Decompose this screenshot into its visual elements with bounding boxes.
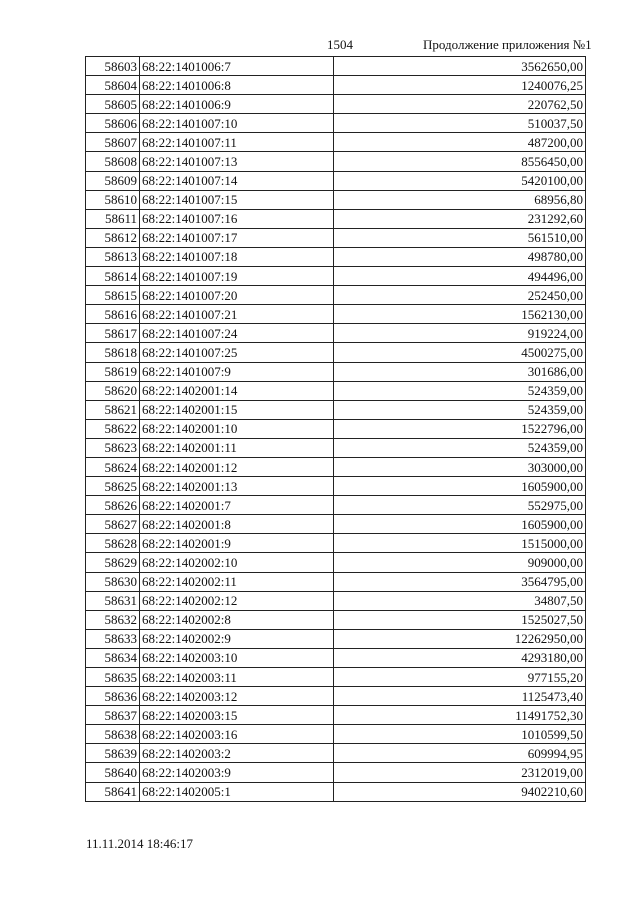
row-number: 58618 xyxy=(86,343,140,362)
cadastral-value: 510037,50 xyxy=(334,114,586,133)
table-row xyxy=(86,553,586,572)
cadastral-number: 68:22:1401007:20 xyxy=(140,286,334,305)
row-number: 58626 xyxy=(86,496,140,515)
page-number: 1504 xyxy=(327,37,353,52)
cadastral-value: 220762,50 xyxy=(334,95,586,114)
cadastral-value: 524359,00 xyxy=(334,438,586,457)
row-number: 58624 xyxy=(86,457,140,476)
cadastral-value: 1515000,00 xyxy=(334,534,586,553)
cadastral-value: 68956,80 xyxy=(334,190,586,209)
row-number: 58640 xyxy=(86,763,140,782)
cadastral-number: 68:22:1401007:17 xyxy=(140,228,334,247)
cadastral-value: 919224,00 xyxy=(334,324,586,343)
cadastral-value: 4500275,00 xyxy=(334,343,586,362)
cadastral-value: 909000,00 xyxy=(334,553,586,572)
cadastral-number: 68:22:1402001:10 xyxy=(140,419,334,438)
cadastral-value: 609994,95 xyxy=(334,744,586,763)
table-row xyxy=(86,725,586,744)
table-row xyxy=(86,305,586,324)
row-number: 58605 xyxy=(86,95,140,114)
cadastral-value: 11491752,30 xyxy=(334,706,586,725)
cadastral-number: 68:22:1402001:7 xyxy=(140,496,334,515)
cadastral-number: 68:22:1402003:15 xyxy=(140,706,334,725)
table-row xyxy=(86,381,586,400)
print-timestamp: 11.11.2014 18:46:17 xyxy=(86,836,194,851)
cadastral-value: 1125473,40 xyxy=(334,687,586,706)
table-row xyxy=(86,209,586,228)
table-row xyxy=(86,534,586,553)
cadastral-number: 68:22:1402002:10 xyxy=(140,553,334,572)
row-number: 58606 xyxy=(86,114,140,133)
row-number: 58638 xyxy=(86,725,140,744)
row-number: 58610 xyxy=(86,190,140,209)
table-row xyxy=(86,668,586,687)
row-number: 58617 xyxy=(86,324,140,343)
table-row xyxy=(86,687,586,706)
row-number: 58641 xyxy=(86,782,140,801)
table-row xyxy=(86,228,586,247)
table-row xyxy=(86,457,586,476)
table-row xyxy=(86,57,586,76)
cadastral-number: 68:22:1401007:16 xyxy=(140,209,334,228)
cadastral-value: 498780,00 xyxy=(334,247,586,266)
table-row xyxy=(86,591,586,610)
cadastral-value: 301686,00 xyxy=(334,362,586,381)
row-number: 58635 xyxy=(86,668,140,687)
table-row xyxy=(86,343,586,362)
table-row xyxy=(86,362,586,381)
table-row xyxy=(86,190,586,209)
row-number: 58637 xyxy=(86,706,140,725)
cadastral-value: 9402210,60 xyxy=(334,782,586,801)
cadastral-number: 68:22:1401007:24 xyxy=(140,324,334,343)
row-number: 58604 xyxy=(86,76,140,95)
table-row xyxy=(86,76,586,95)
row-number: 58634 xyxy=(86,648,140,667)
cadastral-value: 12262950,00 xyxy=(334,629,586,648)
table-row xyxy=(86,572,586,591)
row-number: 58629 xyxy=(86,553,140,572)
cadastral-number: 68:22:1402001:15 xyxy=(140,400,334,419)
cadastral-value: 4293180,00 xyxy=(334,648,586,667)
table-row xyxy=(86,267,586,286)
cadastral-number: 68:22:1402002:9 xyxy=(140,629,334,648)
cadastral-value: 487200,00 xyxy=(334,133,586,152)
cadastral-value: 1525027,50 xyxy=(334,610,586,629)
cadastral-number: 68:22:1401006:8 xyxy=(140,76,334,95)
row-number: 58630 xyxy=(86,572,140,591)
continuation-title: Продолжение приложения №1 xyxy=(423,37,592,52)
row-number: 58616 xyxy=(86,305,140,324)
table-row xyxy=(86,610,586,629)
cadastral-number: 68:22:1402003:11 xyxy=(140,668,334,687)
table-row xyxy=(86,477,586,496)
row-number: 58609 xyxy=(86,171,140,190)
cadastral-number: 68:22:1402001:12 xyxy=(140,457,334,476)
cadastral-value: 8556450,00 xyxy=(334,152,586,171)
row-number: 58613 xyxy=(86,247,140,266)
table-row xyxy=(86,648,586,667)
table-row xyxy=(86,515,586,534)
table-row xyxy=(86,286,586,305)
cadastral-number: 68:22:1402002:12 xyxy=(140,591,334,610)
cadastral-number: 68:22:1402002:8 xyxy=(140,610,334,629)
cadastral-number: 68:22:1402001:13 xyxy=(140,477,334,496)
cadastral-number: 68:22:1401007:21 xyxy=(140,305,334,324)
row-number: 58622 xyxy=(86,419,140,438)
cadastral-number: 68:22:1402003:10 xyxy=(140,648,334,667)
cadastral-number: 68:22:1402002:11 xyxy=(140,572,334,591)
table-row xyxy=(86,629,586,648)
table-row xyxy=(86,763,586,782)
cadastral-value: 494496,00 xyxy=(334,267,586,286)
row-number: 58620 xyxy=(86,381,140,400)
cadastral-value: 524359,00 xyxy=(334,400,586,419)
cadastral-number: 68:22:1402003:9 xyxy=(140,763,334,782)
cadastral-number: 68:22:1402003:12 xyxy=(140,687,334,706)
row-number: 58633 xyxy=(86,629,140,648)
row-number: 58612 xyxy=(86,228,140,247)
cadastral-value: 252450,00 xyxy=(334,286,586,305)
table-row xyxy=(86,744,586,763)
row-number: 58607 xyxy=(86,133,140,152)
cadastral-value: 1605900,00 xyxy=(334,477,586,496)
row-number: 58608 xyxy=(86,152,140,171)
cadastral-value: 3562650,00 xyxy=(334,57,586,76)
row-number: 58632 xyxy=(86,610,140,629)
cadastral-value: 303000,00 xyxy=(334,457,586,476)
cadastral-number: 68:22:1401007:11 xyxy=(140,133,334,152)
cadastral-value: 5420100,00 xyxy=(334,171,586,190)
cadastral-value-table xyxy=(85,56,586,802)
row-number: 58639 xyxy=(86,744,140,763)
cadastral-number: 68:22:1401007:9 xyxy=(140,362,334,381)
cadastral-value: 1240076,25 xyxy=(334,76,586,95)
row-number: 58625 xyxy=(86,477,140,496)
cadastral-value: 552975,00 xyxy=(334,496,586,515)
cadastral-number: 68:22:1401007:18 xyxy=(140,247,334,266)
cadastral-value: 524359,00 xyxy=(334,381,586,400)
cadastral-number: 68:22:1401007:10 xyxy=(140,114,334,133)
cadastral-number: 68:22:1402001:9 xyxy=(140,534,334,553)
table-row xyxy=(86,706,586,725)
table-row xyxy=(86,419,586,438)
cadastral-number: 68:22:1402005:1 xyxy=(140,782,334,801)
table-body xyxy=(86,57,586,802)
table-row xyxy=(86,95,586,114)
table-row xyxy=(86,152,586,171)
cadastral-number: 68:22:1401006:7 xyxy=(140,57,334,76)
cadastral-number: 68:22:1401007:19 xyxy=(140,267,334,286)
cadastral-number: 68:22:1402003:16 xyxy=(140,725,334,744)
cadastral-value: 34807,50 xyxy=(334,591,586,610)
cadastral-value: 561510,00 xyxy=(334,228,586,247)
row-number: 58619 xyxy=(86,362,140,381)
row-number: 58611 xyxy=(86,209,140,228)
table-row xyxy=(86,247,586,266)
cadastral-value: 3564795,00 xyxy=(334,572,586,591)
table-row xyxy=(86,438,586,457)
table-row xyxy=(86,400,586,419)
cadastral-value: 2312019,00 xyxy=(334,763,586,782)
row-number: 58631 xyxy=(86,591,140,610)
table-row xyxy=(86,782,586,801)
row-number: 58603 xyxy=(86,57,140,76)
row-number: 58614 xyxy=(86,267,140,286)
table-row xyxy=(86,324,586,343)
cadastral-number: 68:22:1401007:15 xyxy=(140,190,334,209)
row-number: 58628 xyxy=(86,534,140,553)
cadastral-value: 1605900,00 xyxy=(334,515,586,534)
table-row xyxy=(86,114,586,133)
cadastral-number: 68:22:1401007:14 xyxy=(140,171,334,190)
table-row xyxy=(86,133,586,152)
row-number: 58623 xyxy=(86,438,140,457)
cadastral-value: 977155,20 xyxy=(334,668,586,687)
cadastral-number: 68:22:1402001:11 xyxy=(140,438,334,457)
row-number: 58627 xyxy=(86,515,140,534)
cadastral-number: 68:22:1401006:9 xyxy=(140,95,334,114)
cadastral-value: 231292,60 xyxy=(334,209,586,228)
cadastral-value: 1010599,50 xyxy=(334,725,586,744)
cadastral-value: 1562130,00 xyxy=(334,305,586,324)
row-number: 58636 xyxy=(86,687,140,706)
table-row xyxy=(86,496,586,515)
cadastral-value: 1522796,00 xyxy=(334,419,586,438)
cadastral-number: 68:22:1402001:8 xyxy=(140,515,334,534)
cadastral-number: 68:22:1401007:25 xyxy=(140,343,334,362)
cadastral-number: 68:22:1402003:2 xyxy=(140,744,334,763)
cadastral-number: 68:22:1402001:14 xyxy=(140,381,334,400)
row-number: 58615 xyxy=(86,286,140,305)
cadastral-number: 68:22:1401007:13 xyxy=(140,152,334,171)
table-row xyxy=(86,171,586,190)
row-number: 58621 xyxy=(86,400,140,419)
